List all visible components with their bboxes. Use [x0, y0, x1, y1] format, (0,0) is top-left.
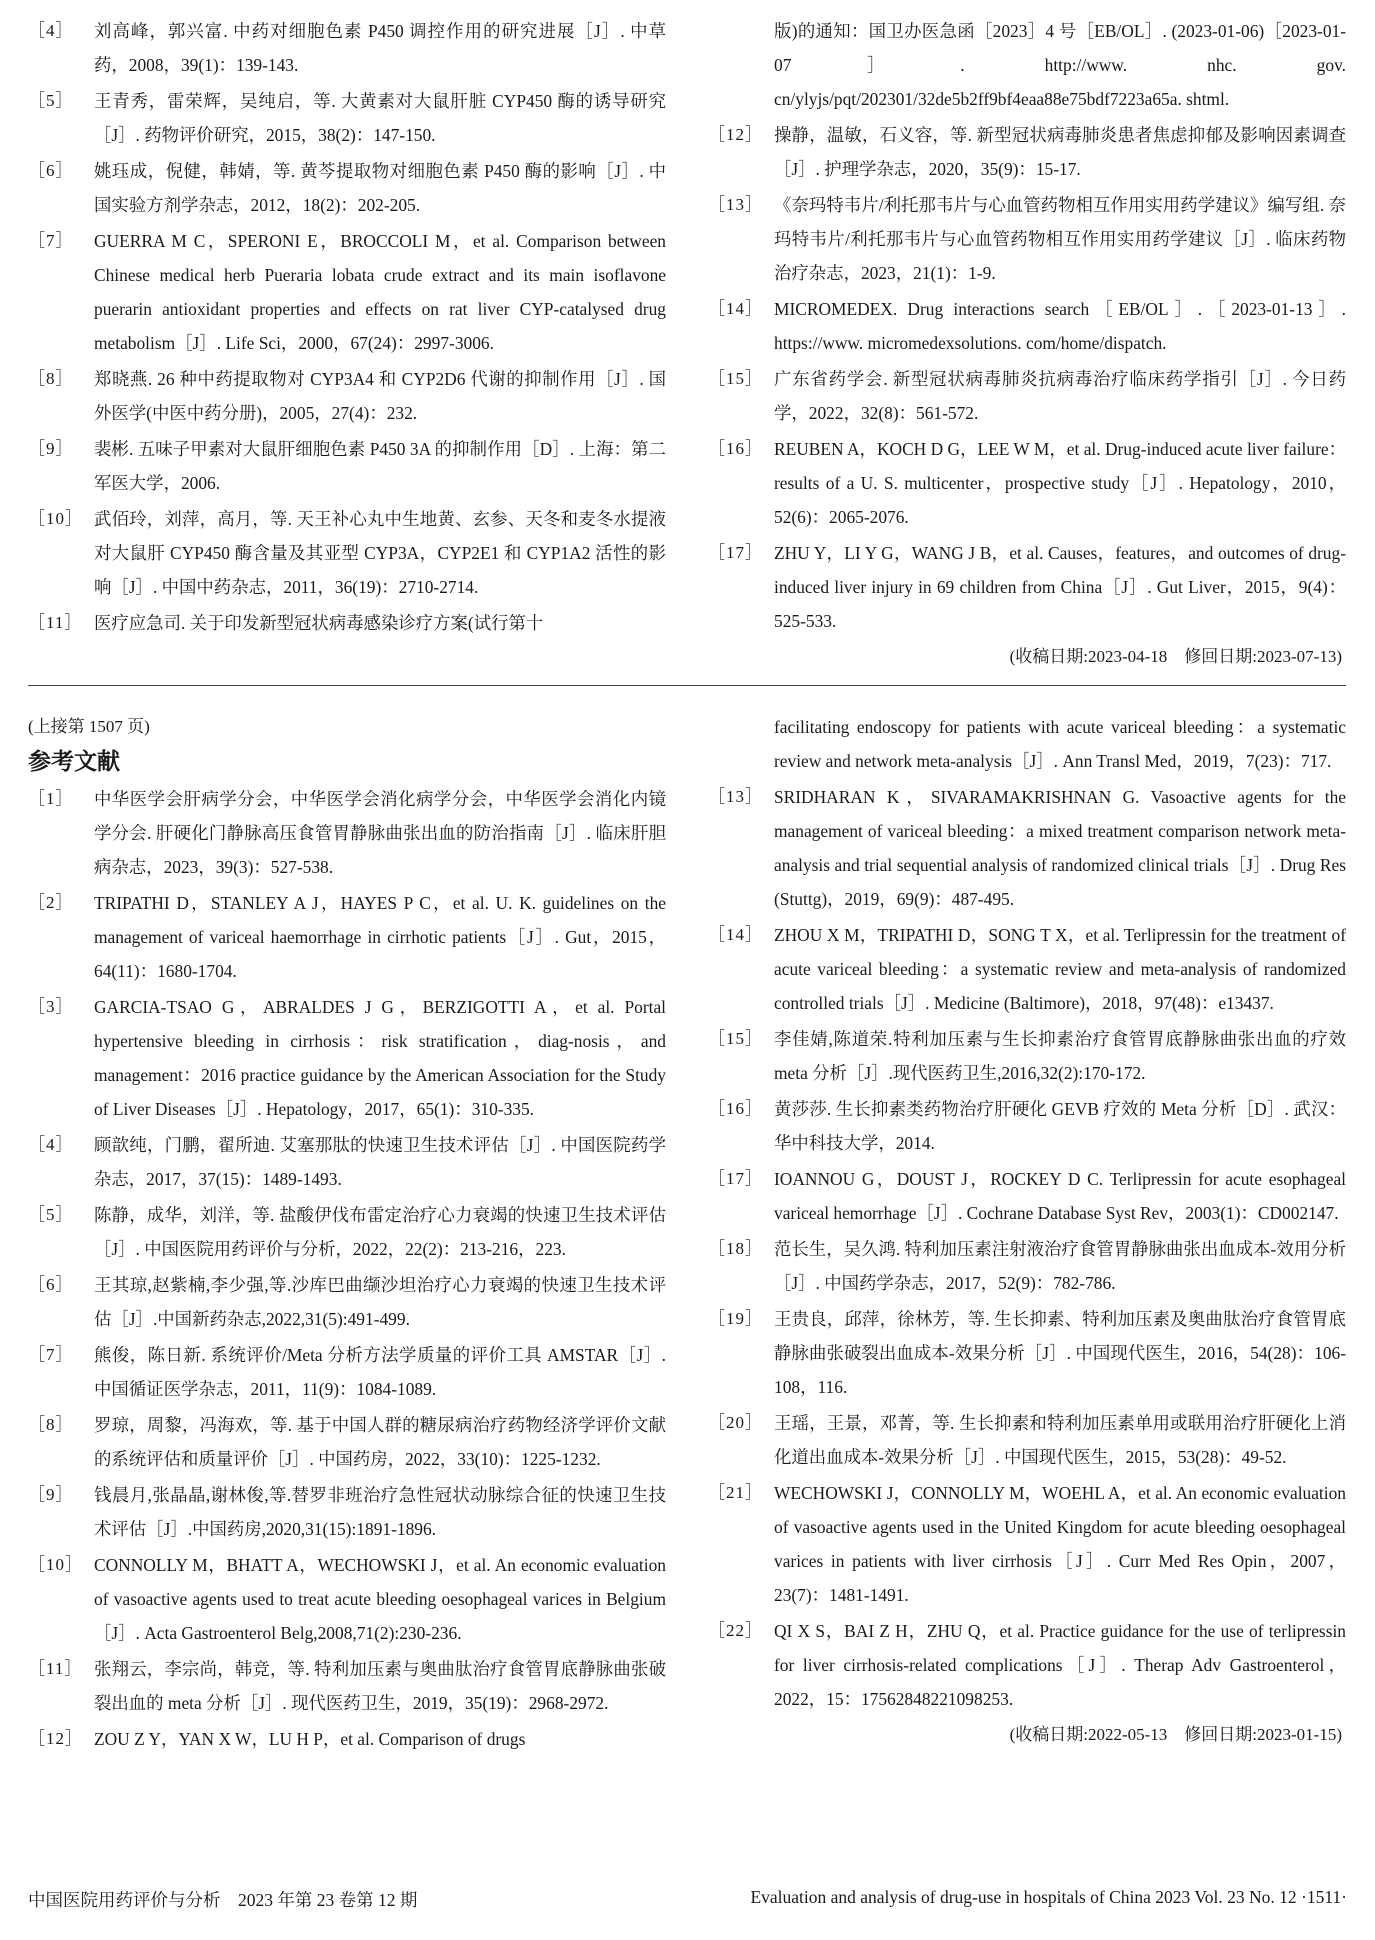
reference-text: 陈静，成华，刘洋，等. 盐酸伊伐布雷定治疗心力衰竭的快速卫生技术评估［J］. 中国医院用药评价与分析，2022，22(2)：213-216，223. — [94, 1205, 666, 1259]
reference-number: ［15］ — [708, 1029, 763, 1048]
reference-number: ［12］ — [708, 125, 763, 144]
journal-footer-cn: 中国医院用药评价与分析 2023 年第 23 卷第 12 期 — [28, 1890, 418, 1910]
reference-item — [708, 536, 1346, 638]
reference-number: ［4］ — [28, 21, 74, 40]
reference-text: QI X S，BAI Z H，ZHU Q，et al. Practice guidance for the use of terlipressin for liver cirrhosis-related complications［J］. Therap Adv Gastroenterol，2022，15：17562848221098253. — [774, 1621, 1346, 1709]
reference-number: ［20］ — [708, 1413, 763, 1432]
reference-text: 《奈玛特韦片/利托那韦片与心血管药物相互作用实用药学建议》编写组. 奈玛特韦片/利托那韦片与心血管药物相互作用实用药学建议［J］. 临床药物治疗杂志，2023，21(1)：1-9. — [774, 195, 1346, 283]
reference-item — [28, 154, 666, 222]
reference-text: 姚珏成，倪健，韩婧，等. 黄芩提取物对细胞色素 P450 酶的影响［J］. 中国实验方剂学杂志，2012，18(2)：202-205. — [94, 161, 666, 215]
reference-text: REUBEN A，KOCH D G，LEE W M，et al. Drug-induced acute liver failure：results of a U. S. multicenter，prospective study［J］. Hepatology，2010，52(6)：2065-2076. — [774, 439, 1346, 527]
reference-text: 操静，温敏，石义容，等. 新型冠状病毒肺炎患者焦虑抑郁及影响因素调查［J］. 护理学杂志，2020，35(9)：15-17. — [774, 125, 1346, 179]
reference-item — [28, 1338, 666, 1406]
received-revised-dates: (收稿日期:2023-04-18 修回日期:2023-07-13) — [1009, 647, 1342, 666]
reference-number: ［9］ — [28, 439, 74, 458]
reference-text: 熊俊，陈日新. 系统评价/Meta 分析方法学质量的评价工具 AMSTAR［J］. 中国循证医学杂志，2011，11(9)：1084-1089. — [94, 1345, 666, 1399]
reference-number: ［9］ — [28, 1485, 74, 1504]
reference-text: GARCIA-TSAO G，ABRALDES J G，BERZIGOTTI A，et al. Portal hypertensive bleeding in cirrhosis：risk stratification，diag-nosis，and management：2016 practice guidance by the American Association for the Study of Liver Diseases［J］. Hepatology，2017，65(1)：310-335. — [94, 997, 666, 1119]
reference-number: ［15］ — [708, 369, 763, 388]
reference-text: 王贵良，邱萍，徐林芳，等. 生长抑素、特利加压素及奥曲肽治疗食管胃底静脉曲张破裂出血成本-效果分析［J］. 中国现代医生，2016，54(28)：106-108，116. — [774, 1309, 1346, 1397]
reference-item — [28, 990, 666, 1126]
reference-text: 刘高峰，郭兴富. 中药对细胞色素 P450 调控作用的研究进展［J］. 中草药，2008，39(1)：139-143. — [94, 21, 666, 75]
reference-number: ［22］ — [708, 1621, 763, 1640]
reference-text: 王青秀，雷荣辉，吴纯启，等. 大黄素对大鼠肝脏 CYP450 酶的诱导研究［J］. 药物评价研究，2015，38(2)：147-150. — [94, 91, 666, 145]
reference-text: 黄莎莎. 生长抑素类药物治疗肝硬化 GEVB 疗效的 Meta 分析［D］. 武汉：华中科技大学，2014. — [774, 1099, 1346, 1153]
reference-number: ［8］ — [28, 1415, 74, 1434]
reference-number: ［1］ — [28, 789, 74, 808]
reference-number: ［2］ — [28, 893, 74, 912]
reference-item — [708, 1614, 1346, 1716]
reference-number: ［18］ — [708, 1239, 763, 1258]
reference-number: ［14］ — [708, 925, 763, 944]
reference-item — [28, 14, 666, 82]
reference-continuation: 版)的通知：国卫办医急函［2023］4 号［EB/OL］. (2023-01-06)［2023-01-07］. http://www. nhc. gov. cn/ylyjs/pqt/202301/32de5b2ff9bf4eaa88e75bdf7223a65a. shtml. — [774, 21, 1346, 109]
reference-number: ［5］ — [28, 91, 74, 110]
reference-number: ［21］ — [708, 1483, 763, 1502]
reference-text: 钱晨月,张晶晶,谢林俊,等.替罗非班治疗急性冠状动脉综合征的快速卫生技术评估［J］.中国药房,2020,31(15):1891-1896. — [94, 1485, 666, 1539]
reference-item — [28, 1652, 666, 1720]
reference-item — [28, 362, 666, 430]
reference-number: ［13］ — [708, 787, 763, 806]
reference-number: ［10］ — [28, 509, 83, 528]
reference-text: 李佳婧,陈道荣.特利加压素与生长抑素治疗食管胃底静脉曲张出血的疗效 meta 分析［J］.现代医药卫生,2016,32(2):170-172. — [774, 1029, 1346, 1083]
reference-item — [708, 1092, 1346, 1160]
reference-number: ［12］ — [28, 1729, 83, 1748]
reference-text: 顾歆纯，门鹏，翟所迪. 艾塞那肽的快速卫生技术评估［J］. 中国医院药学杂志，2017，37(15)：1489-1493. — [94, 1135, 666, 1189]
reference-item — [28, 606, 666, 640]
journal-footer-en: Evaluation and analysis of drug-use in hospitals of China 2023 Vol. 23 No. 12 ·1511· — [750, 1887, 1347, 1907]
reference-number: ［16］ — [708, 1099, 763, 1118]
reference-item — [708, 1022, 1346, 1090]
reference-text: WECHOWSKI J，CONNOLLY M，WOEHL A，et al. An economic evaluation of vasoactive agents used in the United Kingdom for acute bleeding oesophageal varices in patients with liver cirrhosis［J］. Curr Med Res Opin，2007，23(7)：1481-1491. — [774, 1483, 1346, 1605]
reference-text: ZHU Y，LI Y G，WANG J B，et al. Causes，features，and outcomes of drug-induced liver injury in 69 children from China［J］. Gut Liver，2015，9(4)：525-533. — [774, 543, 1346, 631]
reference-number: ［11］ — [28, 613, 83, 632]
reference-text: 广东省药学会. 新型冠状病毒肺炎抗病毒治疗临床药学指引［J］. 今日药学，2022，32(8)：561-572. — [774, 369, 1346, 423]
reference-number: ［10］ — [28, 1555, 83, 1574]
reference-text: 郑晓燕. 26 种中药提取物对 CYP3A4 和 CYP2D6 代谢的抑制作用［J］. 国外医学(中医中药分册)，2005，27(4)：232. — [94, 369, 666, 423]
reference-number: ［14］ — [708, 299, 763, 318]
reference-text: MICROMEDEX. Drug interactions search［EB/OL］.［2023-01-13］. https://www. micromedexsolutions. com/home/dispatch. — [774, 299, 1346, 353]
reference-item — [28, 84, 666, 152]
reference-text: GUERRA M C，SPERONI E，BROCCOLI M，et al. Comparison between Chinese medical herb Pueraria lobata crude extract and its main isoflavone puerarin antioxidant properties and effects on rat liver CYP-catalysed drug metabolism［J］. Life Sci，2000，67(24)：2997-3006. — [94, 231, 666, 353]
top-left-column — [28, 14, 666, 642]
reference-text: 裴彬. 五味子甲素对大鼠肝细胞色素 P450 3A 的抑制作用［D］. 上海：第二军医大学，2006. — [94, 439, 666, 493]
reference-item — [28, 1548, 666, 1650]
reference-continuation: facilitating endoscopy for patients with acute variceal bleeding：a systematic review and network meta-analysis［J］. Ann Transl Med，2019，7(23)：717. — [774, 717, 1346, 771]
reference-text: 武佰玲，刘萍，高月，等. 天王补心丸中生地黄、玄参、天冬和麦冬水提液对大鼠肝 CYP450 酶含量及其亚型 CYP3A，CYP2E1 和 CYP1A2 活性的影响［J］. 中国中药杂志，2011，36(19)：2710-2714. — [94, 509, 666, 597]
reference-item — [28, 1198, 666, 1266]
reference-number: ［13］ — [708, 195, 763, 214]
reference-item — [708, 1406, 1346, 1474]
reference-number: ［19］ — [708, 1309, 763, 1328]
reference-item — [28, 1478, 666, 1546]
reference-text: ZHOU X M，TRIPATHI D，SONG T X，et al. Terlipressin for the treatment of acute variceal bleeding：a systematic review and meta-analysis of randomized controlled trials［J］. Medicine (Baltimore)，2018，97(48)：e13437. — [774, 925, 1346, 1013]
reference-number: ［6］ — [28, 161, 74, 180]
reference-number: ［11］ — [28, 1659, 83, 1678]
reference-number: ［4］ — [28, 1135, 74, 1154]
reference-item — [28, 1408, 666, 1476]
top-right-column — [708, 14, 1346, 674]
section-divider — [28, 685, 1346, 686]
reference-text: 王瑶，王景，邓菁，等. 生长抑素和特利加压素单用或联用治疗肝硬化上消化道出血成本-效果分析［J］. 中国现代医生，2015，53(28)：49-52. — [774, 1413, 1346, 1467]
reference-number: ［17］ — [708, 1169, 763, 1188]
reference-text: 王其琼,赵紫楠,李少强,等.沙库巴曲缬沙坦治疗心力衰竭的快速卫生技术评估［J］.中国新药杂志,2022,31(5):491-499. — [94, 1275, 666, 1329]
reference-item — [708, 432, 1346, 534]
reference-item — [708, 1232, 1346, 1300]
reference-number: ［5］ — [28, 1205, 74, 1224]
reference-item — [28, 224, 666, 360]
reference-number: ［8］ — [28, 369, 74, 388]
reference-text: ZOU Z Y，YAN X W，LU H P，et al. Comparison of drugs — [94, 1729, 526, 1749]
reference-text: TRIPATHI D，STANLEY A J，HAYES P C，et al. U. K. guidelines on the management of variceal haemorrhage in cirrhotic patients［J］. Gut，2015，64(11)：1680-1704. — [94, 893, 666, 981]
references-heading: 参考文献 — [28, 749, 120, 775]
reference-item — [28, 1722, 666, 1756]
received-revised-dates: (收稿日期:2022-05-13 修回日期:2023-01-15) — [1009, 1725, 1342, 1744]
reference-item — [28, 782, 666, 884]
reference-number: ［6］ — [28, 1275, 74, 1294]
reference-item — [708, 362, 1346, 430]
reference-text: 医疗应急司. 关于印发新型冠状病毒感染诊疗方案(试行第十 — [94, 613, 544, 633]
reference-text: 范长生，吴久鸿. 特利加压素注射液治疗食管胃静脉曲张出血成本-效用分析［J］. 中国药学杂志，2017，52(9)：782-786. — [774, 1239, 1346, 1293]
reference-text: CONNOLLY M，BHATT A，WECHOWSKI J，et al. An economic evaluation of vasoactive agents used to treat acute bleeding oesophageal varices in Belgium［J］. Acta Gastroenterol Belg,2008,71(2):230-236. — [94, 1555, 666, 1643]
reference-number: ［17］ — [708, 543, 763, 562]
reference-number: ［3］ — [28, 997, 74, 1016]
reference-item — [28, 502, 666, 604]
reference-item — [708, 292, 1346, 360]
reference-number: ［7］ — [28, 1345, 74, 1364]
bottom-left-column — [28, 782, 666, 1758]
reference-text: 中华医学会肝病学分会，中华医学会消化病学分会，中华医学会消化内镜学分会. 肝硬化门静脉高压食管胃静脉曲张出血的防治指南［J］. 临床肝胆病杂志，2023，39(3)：527-538. — [94, 789, 666, 877]
reference-item — [708, 918, 1346, 1020]
reference-item — [708, 1476, 1346, 1612]
reference-text: 张翔云，李宗尚，韩竞，等. 特利加压素与奥曲肽治疗食管胃底静脉曲张破裂出血的 meta 分析［J］. 现代医药卫生，2019，35(19)：2968-2972. — [94, 1659, 666, 1713]
reference-text: 罗琼，周黎，冯海欢，等. 基于中国人群的糖尿病治疗药物经济学评价文献的系统评估和质量评价［J］. 中国药房，2022，33(10)：1225-1232. — [94, 1415, 666, 1469]
reference-item — [28, 1128, 666, 1196]
reference-item — [28, 432, 666, 500]
continuation-note: (上接第 1507 页) — [28, 717, 150, 736]
reference-item — [708, 188, 1346, 290]
reference-item — [708, 1302, 1346, 1404]
reference-item — [708, 1162, 1346, 1230]
reference-text: SRIDHARAN K，SIVARAMAKRISHNAN G. Vasoactive agents for the management of variceal bleeding：a mixed treatment comparison network meta-analysis and trial sequential analysis of randomized clinical trials［J］. Drug Res (Stuttg)，2019，69(9)：487-495. — [774, 787, 1346, 909]
reference-item — [28, 1268, 666, 1336]
reference-item — [708, 780, 1346, 916]
reference-item — [28, 886, 666, 988]
reference-number: ［16］ — [708, 439, 763, 458]
reference-item — [708, 118, 1346, 186]
reference-number: ［7］ — [28, 231, 74, 250]
reference-text: IOANNOU G，DOUST J，ROCKEY D C. Terlipressin for acute esophageal variceal hemorrhage［J］. Cochrane Database Syst Rev，2003(1)：CD002147. — [774, 1169, 1346, 1223]
bottom-right-column — [708, 710, 1346, 1752]
